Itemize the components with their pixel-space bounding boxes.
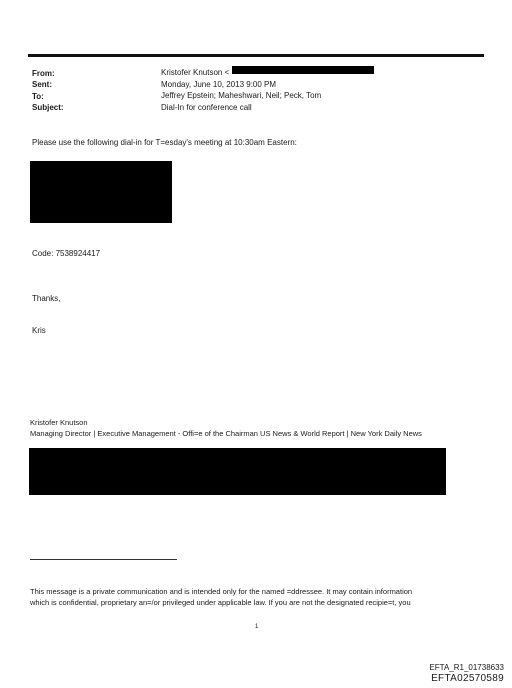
signature-title: Managing Director | Executive Management - Offi=e of the Chairman US News & World Report | New York Daily News <box>30 429 422 438</box>
sent-label: Sent: <box>32 80 52 89</box>
subject-value: Dial-In for conference call <box>161 103 252 112</box>
to-value: Jeffrey Epstein; Maheshwari, Neil; Peck, Tom <box>161 91 322 100</box>
subject-label: Subject: <box>32 103 64 112</box>
redaction-signature-contact <box>29 448 446 495</box>
footer-rule <box>30 559 177 560</box>
body-intro: Please use the following dial-in for T=esday's meeting at 10:30am Eastern: <box>32 138 297 147</box>
header-top-rule <box>28 54 484 57</box>
disclaimer-line-1: This message is a private communication and is intended only for the named =ddressee. It may contain information <box>30 587 413 596</box>
redaction-dial-in <box>30 161 172 223</box>
bates-number-large: EFTA02570589 <box>431 673 504 684</box>
sent-value: Monday, June 10, 2013 9:00 PM <box>161 80 277 89</box>
to-label: To: <box>32 92 44 101</box>
signature-name: Kristofer Knutson <box>30 418 88 427</box>
body-thanks: Thanks, <box>32 294 61 303</box>
disclaimer-line-2: which is confidential, proprietary an=/or privileged under applicable law. If you are not the designated recipie=t, you <box>30 598 411 607</box>
bates-number-small: EFTA_R1_01738633 <box>429 663 504 672</box>
redaction-email-address <box>232 66 374 74</box>
from-value: Kristofer Knutson < <box>161 68 230 77</box>
from-label: From: <box>32 69 55 78</box>
body-name: Kris <box>32 326 46 335</box>
page-number: 1 <box>255 624 259 630</box>
body-code: Code: 7538924417 <box>32 249 101 258</box>
